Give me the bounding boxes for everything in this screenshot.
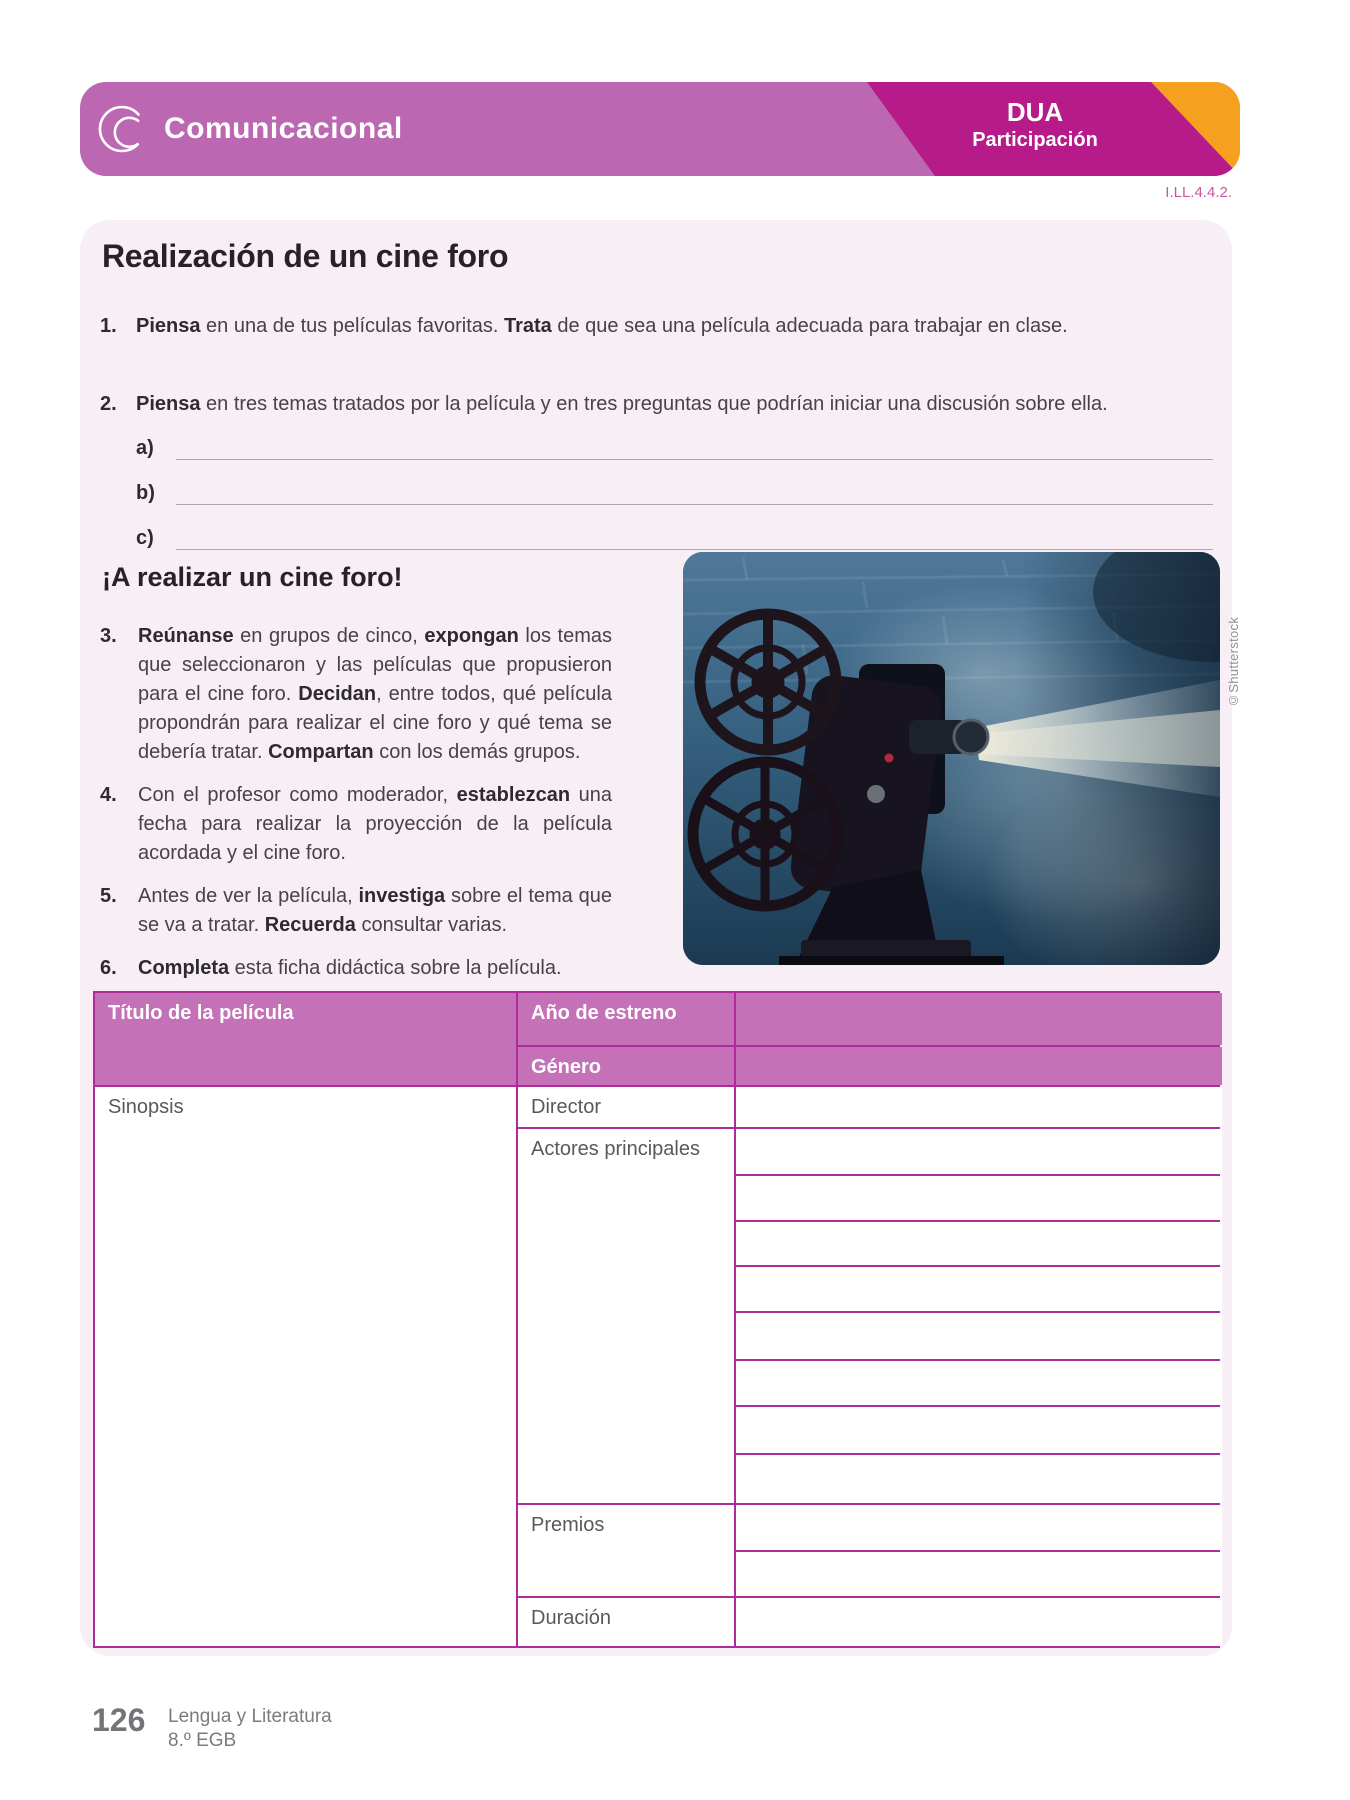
comunicacional-c-icon — [94, 99, 154, 159]
item-text: Piensa en tres temas tratados por la película y en tres preguntas que podrían iniciar una discusión sobre ella. — [136, 393, 1108, 415]
cell-actor-answer — [736, 1455, 1222, 1503]
book-footer — [168, 1705, 332, 1753]
instruction-item — [100, 312, 1212, 340]
cell-premios: Premios — [518, 1505, 734, 1596]
dua-sublabel: Participación — [972, 129, 1098, 151]
page-number: 126 — [92, 1702, 146, 1738]
step-text: Antes de ver la película, investiga sobre el tema que se va a tratar. Recuerda consultar varias. — [138, 885, 613, 936]
letter-label: a) — [136, 437, 154, 459]
item-number: 2. — [100, 393, 117, 415]
film-fact-sheet-table — [93, 991, 1220, 1648]
cell-anio: Año de estreno — [518, 993, 734, 1045]
section-banner — [80, 82, 1240, 176]
answer-line-c — [136, 518, 1213, 550]
section-title: Comunicacional — [164, 112, 403, 145]
step-text: Con el profesor como moderador, establezcan una fecha para realizar la proyección de la película acordada y el cine foro. — [138, 784, 612, 864]
answer-line-a — [136, 428, 1213, 460]
item-number: 1. — [100, 315, 117, 337]
film-projector-photo — [683, 552, 1220, 965]
step-number: 6. — [100, 957, 117, 979]
step-text: Completa esta ficha didáctica sobre la película. — [138, 957, 562, 979]
cell-director: Director — [518, 1087, 734, 1127]
book-title: Lengua y Literatura — [168, 1706, 332, 1727]
cell-actor-answer — [736, 1407, 1222, 1453]
item-text: Piensa en una de tus películas favoritas. Trata de que sea una película adecuada para trabajar en clase. — [136, 315, 1068, 337]
activity-title: Realización de un cine foro — [102, 238, 509, 274]
cell-genero: Género — [518, 1047, 734, 1085]
instruction-step — [100, 781, 612, 868]
cell-premio-answer — [736, 1552, 1222, 1596]
cell-genero-answer — [736, 1047, 1222, 1085]
answer-line-b — [136, 473, 1213, 505]
dua-badge — [930, 97, 1140, 153]
cell-actor-answer — [736, 1176, 1222, 1220]
write-line — [176, 523, 1213, 550]
cell-duracion-answer — [736, 1598, 1222, 1646]
cell-actor-answer — [736, 1267, 1222, 1311]
step-number: 4. — [100, 784, 117, 806]
curriculum-code: I.LL.4.4.2. — [1165, 184, 1232, 201]
cell-titulo: Título de la película — [95, 993, 516, 1085]
photo-credit: ©Shutterstock — [1226, 616, 1241, 708]
cell-actor-answer — [736, 1129, 1222, 1174]
instruction-step — [100, 882, 612, 940]
instruction-step — [100, 954, 612, 983]
step-text: Reúnanse en grupos de cinco, expongan los temas que seleccionaron y las películas que propusieron para el cine foro. Decidan, entre todos, qué película propondrán para realizar el cine foro y qué tema se debería tratar. Compartan con los demás grupos. — [138, 625, 612, 763]
step-number: 5. — [100, 885, 117, 907]
letter-label: b) — [136, 482, 155, 504]
projector-illustration — [683, 552, 1220, 965]
letter-label: c) — [136, 527, 154, 549]
cell-actores: Actores principales — [518, 1129, 734, 1503]
step-number: 3. — [100, 625, 117, 647]
write-line — [176, 433, 1213, 460]
cell-anio-answer — [736, 993, 1222, 1045]
cell-sinopsis: Sinopsis — [95, 1087, 516, 1646]
instruction-steps — [100, 622, 612, 997]
instruction-step — [100, 622, 612, 767]
write-line — [176, 478, 1213, 505]
cell-premio-answer — [736, 1505, 1222, 1550]
cell-actor-answer — [736, 1361, 1222, 1405]
activity-card — [80, 220, 1241, 1656]
cell-actor-answer — [736, 1313, 1222, 1359]
dua-label: DUA — [1006, 97, 1064, 127]
grade-label: 8.º EGB — [168, 1730, 237, 1751]
instruction-item — [100, 390, 1212, 418]
cell-duracion: Duración — [518, 1598, 734, 1646]
activity-subtitle: ¡A realizar un cine foro! — [102, 562, 403, 592]
cell-director-answer — [736, 1087, 1222, 1127]
cell-actor-answer — [736, 1222, 1222, 1265]
